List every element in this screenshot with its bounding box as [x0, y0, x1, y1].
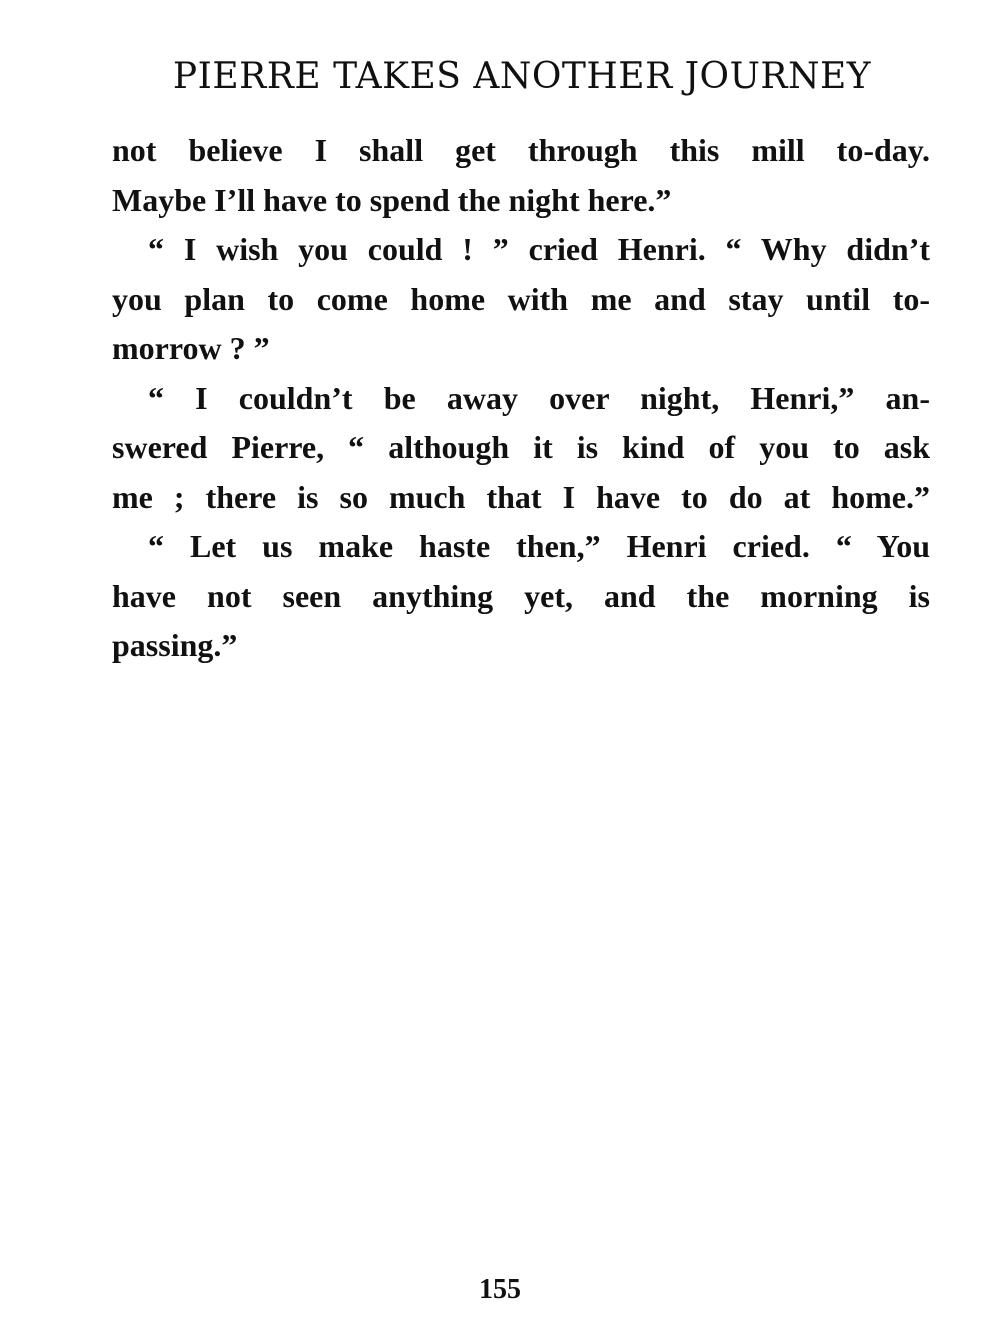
text-line: “ Let us make haste then,” Henri cried. “ You — [148, 528, 930, 564]
paragraph-4 — [112, 522, 930, 671]
text-line: have not seen anything yet, and the morning is — [112, 577, 930, 614]
text-line: morrow ? ” — [112, 330, 270, 366]
text-line: not believe I shall get through this mill to-day. — [112, 132, 930, 168]
page-number: 155 — [479, 1274, 521, 1305]
running-head: PIERRE TAKES ANOTHER JOURNEY — [172, 56, 872, 97]
text-line: passing.” — [112, 627, 238, 663]
text-line: you plan to come home with me and stay until to- — [112, 280, 930, 317]
text-line: swered Pierre, “ although it is kind of you to ask — [112, 429, 930, 465]
paragraph-3 — [112, 374, 930, 523]
text-line: “ I couldn’t be away over night, Henri,” an- — [148, 379, 930, 416]
text-line: me ; there is so much that I have to do at home.” — [112, 478, 930, 515]
text-line: Maybe I’ll have to spend the night here.” — [112, 181, 672, 218]
body-text — [112, 126, 930, 671]
paragraph-1 — [112, 126, 930, 225]
paragraph-2 — [112, 225, 930, 374]
text-line: “ I wish you could ! ” cried Henri. “ Why didn’t — [148, 231, 930, 267]
